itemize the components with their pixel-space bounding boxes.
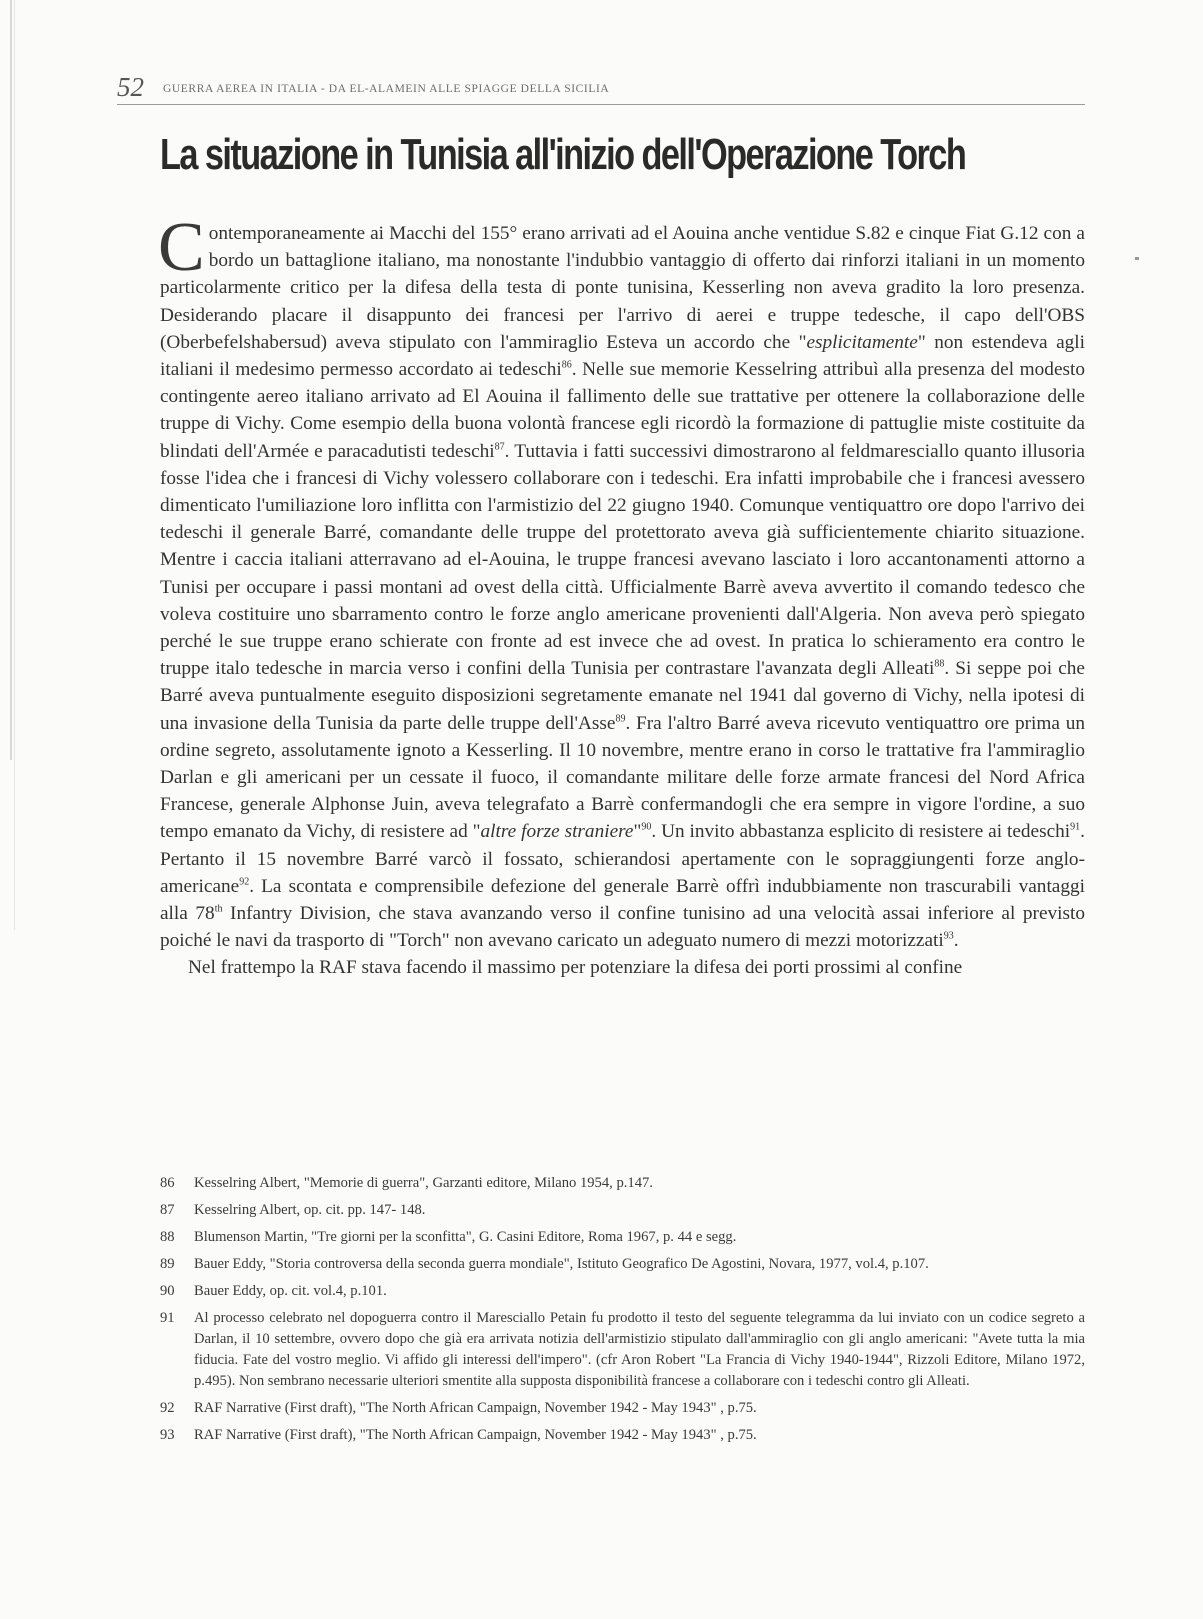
footnote-92 xyxy=(160,1398,1085,1419)
text-run: . La scontata e comprensibile defezione del generale Barrè offrì indubbiamente non trascurabili vantaggi alla 78 xyxy=(160,875,1085,925)
text-run: . Fra l'altro Barré aveva ricevuto ventiquattro ore prima un ordine segreto, assolutamente ignoto a Kesserling. Il 10 novembre, mentre erano in corso le trattative fra l'ammiraglio Darlan e gli americani per un cessate il fuoco, il comandante militare delle forze armate francesi del Nord Africa Francese, generale Alphonse Juin, aveva telegrafato a Barrè confermandogli che era sempre in vigore l'ordine, a suo tempo emanato da Vichy, di resistere ad " xyxy=(160,712,1085,843)
binding-shadow-secondary xyxy=(14,0,15,930)
text-run: " xyxy=(633,821,642,843)
footnote-number: 87 xyxy=(160,1202,175,1218)
footnote-number: 91 xyxy=(160,1310,175,1326)
ordinal-suffix: th xyxy=(214,903,223,915)
emphasis-text: altre forze straniere xyxy=(480,821,634,843)
footnote-93 xyxy=(160,1425,1085,1446)
footnote-ref-93[interactable]: 93 xyxy=(943,930,954,942)
footnote-text: RAF Narrative (First draft), "The North African Campaign, November 1942 - May 1943" , p.75. xyxy=(194,1400,757,1416)
running-header xyxy=(117,74,1085,105)
footnote-88 xyxy=(160,1227,1085,1248)
footnote-number: 88 xyxy=(160,1229,175,1245)
footnote-87 xyxy=(160,1200,1085,1221)
text-run: . Tuttavia i fatti successivi dimostrarono al feldmaresciallo quanto illusoria fosse l'idea che i francesi di Vichy volessero collaborare con i tedeschi. Era infatti improbabile che i francesi avessero dimenticato l'umiliazione loro inflitta con l'armistizio del 22 giugno 1940. Comunque ventiquattro ore dopo l'arrivo dei tedeschi il generale Barré, comandante delle truppe del protettorato aveva già sufficientemente chiarito situazione. Mentre i caccia italiani atterravano ad el-Aouina, le truppe francesi avevano lasciato i loro accantonamenti attorno a Tunisi per occupare i passi montani ad ovest della città. Ufficialmente Barrè aveva avvertito il comando tedesco che voleva costituire uno sbarramento contro le forze anglo americane provenienti dall'Algeria. Non aveva però spiegato perché le sue truppe erano schierate con fronte ad est invece che ad ovest. In pratica lo schieramento era contro le truppe italo tedesche in marcia verso i confini della Tunisia per contrastare l'avanzata degli Alleati xyxy=(160,440,1085,680)
footnote-number: 93 xyxy=(160,1427,175,1443)
text-run: . Pertanto il 15 novembre Barré varcò il fossato, schierandosi apertamente con le sopraggiungenti forze anglo- americane xyxy=(160,821,1085,897)
paragraph-1 xyxy=(158,209,1086,954)
body-text xyxy=(158,209,1086,982)
running-title: GUERRA AEREA IN ITALIA - DA EL-ALAMEIN ALLE SPIAGGE DELLA SICILIA xyxy=(163,83,610,95)
text-run: . Si seppe poi che Barré aveva puntualmente eseguito disposizioni segretamente emanate nel 1941 dal governo di Vichy, nella ipotesi di una invasione della Tunisia da parte delle truppe dell'Asse xyxy=(160,658,1085,734)
footnote-86 xyxy=(160,1173,1085,1194)
text-run: . xyxy=(953,930,959,952)
footnote-number: 92 xyxy=(160,1400,175,1416)
text-run: ontemporaneamente ai Macchi del 155° erano arrivati ad el Aouina anche ventidue S.82 e cinque Fiat G.12 con a bordo un battaglione italiano, ma nonostante l'indubbio vantaggio di offerto dai rinforzi italiani in un momento particolarmente critico per la difesa della testa di ponte tunisina, Kesserling non aveva gradito la loro presenza. Desiderando placare il disappunto dei francesi per l'arrivo di aerei e truppe tedesche, il capo dell'OBS (Oberbefelshabersud) aveva stipulato con l'ammiraglio Esteva un accordo che " xyxy=(160,223,1085,353)
footnote-text: Al processo celebrato nel dopoguerra contro il Maresciallo Petain fu prodotto il testo del seguente telegramma da lui inviato con un codice segreto a Darlan, il 10 settembre, ovvero dopo che già era arrivata notizia dell'armistizio stipulato dall'ammiraglio con gli anglo americani: "Avete tutta la mia fiducia. Fate del vostro meglio. Vi affido gli interessi dell'impero". (cfr Aron Robert "La Francia di Vichy 1940-1944", Rizzoli Editore, Milano 1972, p.495). Non sembrano necessarie ulteriori smentite alla supposta disponibilità francese a collaborare con i tedeschi contro gli Alleati. xyxy=(194,1310,1085,1389)
footnote-90 xyxy=(160,1281,1085,1302)
footnote-number: 86 xyxy=(160,1175,175,1191)
footnote-text: Bauer Eddy, op. cit. vol.4, p.101. xyxy=(194,1283,387,1299)
paragraph-2: Nel frattempo la RAF stava facendo il massimo per potenziare la difesa dei porti prossimi al confine xyxy=(188,957,963,979)
text-run: Infantry Division, che stava avanzando verso il confine tunisino ad una velocità assai inferiore al previsto poiché le navi da trasporto di "Torch" non avevano caricato un adeguato numero di mezzi motorizzati xyxy=(160,903,1086,952)
chapter-title: La situazione in Tunisia all'inizio dell'Operazione Torch xyxy=(160,130,966,179)
footnote-89 xyxy=(160,1254,1085,1275)
footnote-text: Bauer Eddy, "Storia controversa della seconda guerra mondiale", Istituto Geografico De Agostini, Novara, 1977, vol.4, p.107. xyxy=(194,1256,929,1272)
footnote-ref-86[interactable]: 86 xyxy=(561,359,572,371)
footnote-ref-90[interactable]: 90 xyxy=(641,822,652,834)
footnote-text: Blumenson Martin, "Tre giorni per la sconfitta", G. Casini Editore, Roma 1967, p. 44 e segg. xyxy=(194,1229,737,1245)
footnotes xyxy=(160,1173,1085,1452)
drop-cap: C xyxy=(158,209,205,286)
emphasis-text: esplicitamente xyxy=(806,331,918,353)
footnote-number: 90 xyxy=(160,1283,175,1299)
scan-speck xyxy=(1135,257,1139,260)
text-run: . Un invito abbastanza esplicito di resistere ai tedeschi xyxy=(651,821,1071,843)
footnote-ref-89[interactable]: 89 xyxy=(615,713,626,725)
footnote-ref-92[interactable]: 92 xyxy=(239,876,250,888)
footnote-text: RAF Narrative (First draft), "The North African Campaign, November 1942 - May 1943" , p.75. xyxy=(194,1427,757,1443)
footnote-number: 89 xyxy=(160,1256,175,1272)
footnote-91 xyxy=(160,1308,1085,1392)
binding-shadow xyxy=(10,0,12,760)
footnote-ref-91[interactable]: 91 xyxy=(1070,822,1081,834)
footnote-text: Kesselring Albert, "Memorie di guerra", Garzanti editore, Milano 1954, p.147. xyxy=(194,1175,653,1191)
text-run: . Nelle sue memorie Kesselring attribuì alla presenza del modesto contingente aereo italiano arrivato ad El Aouina il fallimento delle sue trattative per ottenere la collaborazione delle truppe di Vichy. Come esempio della buona volontà francese egli ricordò la formazione di pattuglie miste costituite da blindati dell'Armée e paracadutisti tedeschi xyxy=(160,359,1085,462)
page-number: 52 xyxy=(117,72,144,102)
text-run: " non estendeva agli italiani il medesimo permesso accordato ai tedeschi xyxy=(160,331,1085,381)
footnote-ref-87[interactable]: 87 xyxy=(494,441,505,453)
footnote-ref-88[interactable]: 88 xyxy=(934,658,945,670)
footnote-text: Kesselring Albert, op. cit. pp. 147- 148. xyxy=(194,1202,426,1218)
